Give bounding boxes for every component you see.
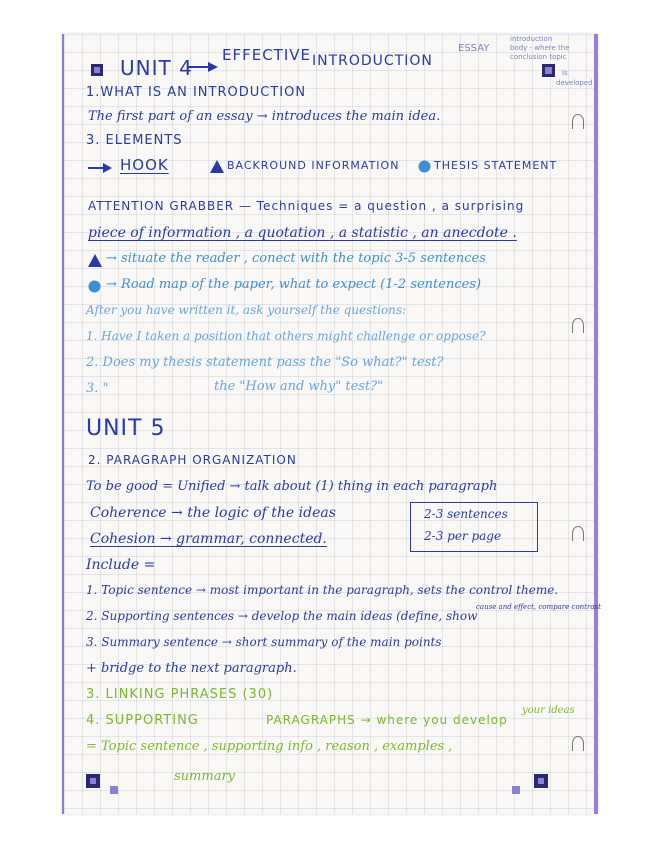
item-2-note: cause and effect, compare contrast bbox=[476, 603, 601, 611]
binder-hole bbox=[572, 736, 584, 751]
question-2: 2. Does my thesis statement pass the "So what?" test? bbox=[86, 355, 444, 370]
question-3-num: 3. " bbox=[86, 381, 109, 396]
circle-line: → Road map of the paper, what to expect (1-2 sentences) bbox=[106, 277, 482, 292]
binder-hole bbox=[572, 114, 584, 129]
cohesion-line: Cohesion → grammar, connected. bbox=[90, 531, 327, 547]
unit4-title: UNIT 4 bbox=[120, 56, 193, 80]
arrow-right-icon bbox=[188, 60, 218, 74]
essay-part-4: is bbox=[562, 69, 568, 77]
item-3: 3. Summary sentence → short summary of the main points bbox=[86, 635, 442, 649]
essay-part-2: body - where the bbox=[510, 44, 570, 52]
unit5-title: UNIT 5 bbox=[86, 416, 166, 441]
supporting-head: 4. SUPPORTING bbox=[86, 713, 199, 728]
binder-hole bbox=[572, 526, 584, 541]
corner-logo-inner-icon bbox=[94, 67, 100, 73]
circle-icon bbox=[418, 160, 431, 173]
essay-part-5: developed bbox=[556, 79, 593, 87]
triangle-line: → situate the reader , conect with the topic 3-5 sentences bbox=[106, 251, 486, 266]
question-1: 1. Have I taken a position that others might challenge or oppose? bbox=[86, 329, 486, 343]
your-ideas: your ideas bbox=[522, 705, 575, 716]
essay-part-3: conclusion topic bbox=[510, 53, 567, 61]
unit4-introduction: INTRODUCTION bbox=[312, 53, 433, 69]
box-line-1: 2-3 sentences bbox=[424, 507, 508, 521]
question-3: the "How and why" test?" bbox=[214, 379, 384, 394]
linking-line: 3. LINKING PHRASES (30) bbox=[86, 687, 274, 702]
good-line: To be good = Unified → talk about (1) thing in each paragraph bbox=[86, 479, 498, 494]
item-1: 1. Topic sentence → most important in the paragraph, sets the control theme. bbox=[86, 583, 559, 597]
coherence-line: Coherence → the logic of the ideas bbox=[90, 505, 336, 521]
topic-line: = Topic sentence , supporting info , reason , examples , bbox=[86, 739, 453, 754]
notebook-page bbox=[62, 34, 601, 814]
after-line: After you have written it, ask yourself the questions: bbox=[86, 303, 407, 317]
grabber-line: ATTENTION GRABBER — Techniques = a question , a surprising bbox=[88, 199, 525, 213]
bottom-right-logo-inner-icon bbox=[538, 778, 544, 784]
bottom-right-mark-icon bbox=[512, 786, 520, 794]
box-line-2: 2-3 per page bbox=[424, 529, 502, 543]
item-2: 2. Supporting sentences → develop the main ideas (define, show bbox=[86, 609, 478, 623]
supporting-head-2: PARAGRAPHS → where you develop bbox=[266, 713, 508, 727]
essay-part-1: introduction bbox=[510, 35, 553, 43]
unit4-q1: 1.WHAT IS AN INTRODUCTION bbox=[86, 85, 307, 100]
triangle-icon bbox=[210, 160, 224, 173]
unit4-a1: The first part of an essay → introduces the main idea. bbox=[88, 109, 441, 124]
arrow-right-icon bbox=[88, 162, 112, 174]
corner-logo-inner-icon-right bbox=[545, 67, 552, 74]
hook-label: HOOK bbox=[120, 156, 169, 174]
circle-icon bbox=[88, 280, 101, 293]
background-label: BACKROUND INFORMATION bbox=[227, 159, 400, 172]
bottom-left-mark-icon bbox=[110, 786, 118, 794]
unit5-heading: 2. PARAGRAPH ORGANIZATION bbox=[88, 453, 297, 467]
summary-word: summary bbox=[174, 769, 236, 784]
binder-hole bbox=[572, 318, 584, 333]
thesis-label: THESIS STATEMENT bbox=[434, 159, 558, 172]
unit4-effective: EFFECTIVE bbox=[222, 46, 312, 64]
item-3b: + bridge to the next paragraph. bbox=[86, 661, 297, 676]
include-line: Include = bbox=[86, 557, 156, 573]
unit4-q3: 3. ELEMENTS bbox=[86, 133, 183, 148]
bottom-left-logo-inner-icon bbox=[90, 778, 96, 784]
grabber-line-2: piece of information , a quotation , a statistic , an anecdote . bbox=[88, 225, 517, 241]
triangle-icon bbox=[88, 254, 102, 267]
essay-label: ESSAY bbox=[458, 43, 490, 54]
